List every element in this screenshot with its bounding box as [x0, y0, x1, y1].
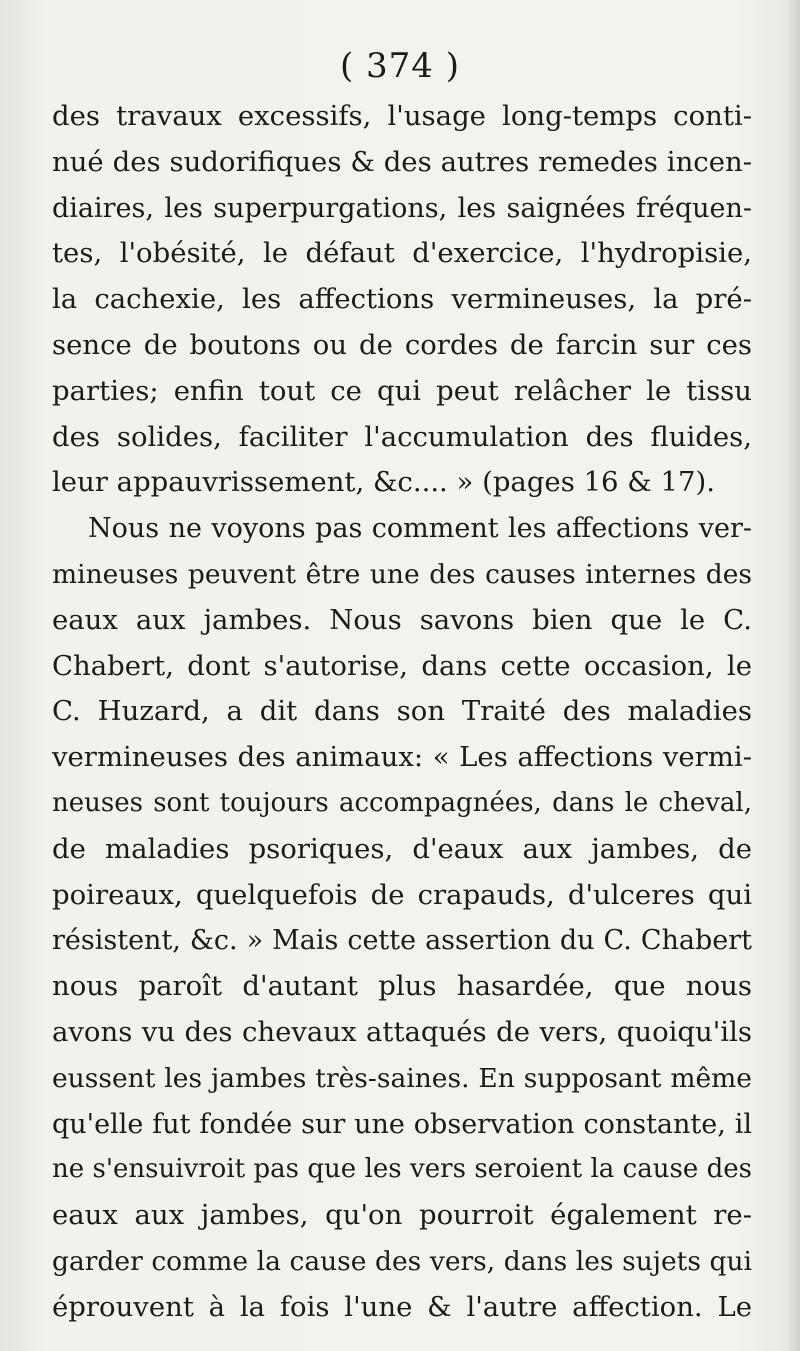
text-line: éprouvent à la fois l'une & l'autre affection. Le: [52, 1290, 752, 1323]
text-line: des solides, faciliter l'accumulation des fluides,: [52, 420, 752, 453]
text-line: ne s'ensuivroit pas que les vers seroient la cause des: [52, 1154, 752, 1185]
text-line: de maladies psoriques, d'eaux aux jambes, de: [52, 832, 752, 865]
text-line: eaux aux jambes, qu'on pourroit également re-: [52, 1199, 752, 1232]
text-line: la cachexie, les affections vermineuses, la pré-: [52, 283, 752, 316]
text-line: sence de boutons ou de cordes de farcin sur ces: [52, 328, 752, 361]
text-line: nué des sudorifiques & des autres remedes incen-: [52, 145, 752, 178]
text-line: des travaux excessifs, l'usage long-temps conti-: [52, 100, 752, 132]
text-line: poireaux, quelquefois de crapauds, d'ulceres qui: [52, 878, 752, 911]
text-line: garder comme la cause des vers, dans les sujets qui: [52, 1245, 752, 1277]
text-line: qu'elle fut fondée sur une observation constante, il: [52, 1108, 752, 1140]
text-line: avons vu des chevaux attaqués de vers, quoiqu'ils: [52, 1015, 752, 1048]
text-line: tes, l'obésité, le défaut d'exercice, l'hydropisie,: [52, 237, 752, 270]
text-line: mineuses peuvent être une des causes internes des: [52, 558, 752, 590]
text-line: Chabert, dont s'autorise, dans cette occasion, le: [52, 649, 752, 682]
page-number: ( 374 ): [339, 46, 461, 86]
text-line: eaux aux jambes. Nous savons bien que le C.: [52, 603, 752, 636]
text-line: neuses sont toujours accompagnées, dans le cheval,: [52, 787, 752, 818]
text-line: parties; enfin tout ce qui peut relâcher le tissu: [52, 374, 752, 407]
text-line: vermineuses des animaux: « Les affections vermi-: [52, 741, 752, 774]
text-line: C. Huzard, a dit dans son Traité des maladies: [52, 695, 752, 728]
text-line: résistent, &c. » Mais cette assertion du C. Chabert: [52, 925, 752, 957]
text-line: leur appauvrissement, &c.... » (pages 16 & 17).: [52, 466, 715, 499]
text-line: Nous ne voyons pas comment les affections ver-: [88, 513, 752, 545]
text-line: nous paroît d'autant plus hasardée, que nous: [52, 970, 752, 1003]
text-line: eussent les jambes très-saines. En supposant même: [52, 1062, 752, 1094]
body-text: [52, 94, 752, 1331]
page-edge-shadow: [786, 0, 800, 1351]
text-line: diaires, les superpurgations, les saignées fréquen-: [52, 192, 752, 224]
